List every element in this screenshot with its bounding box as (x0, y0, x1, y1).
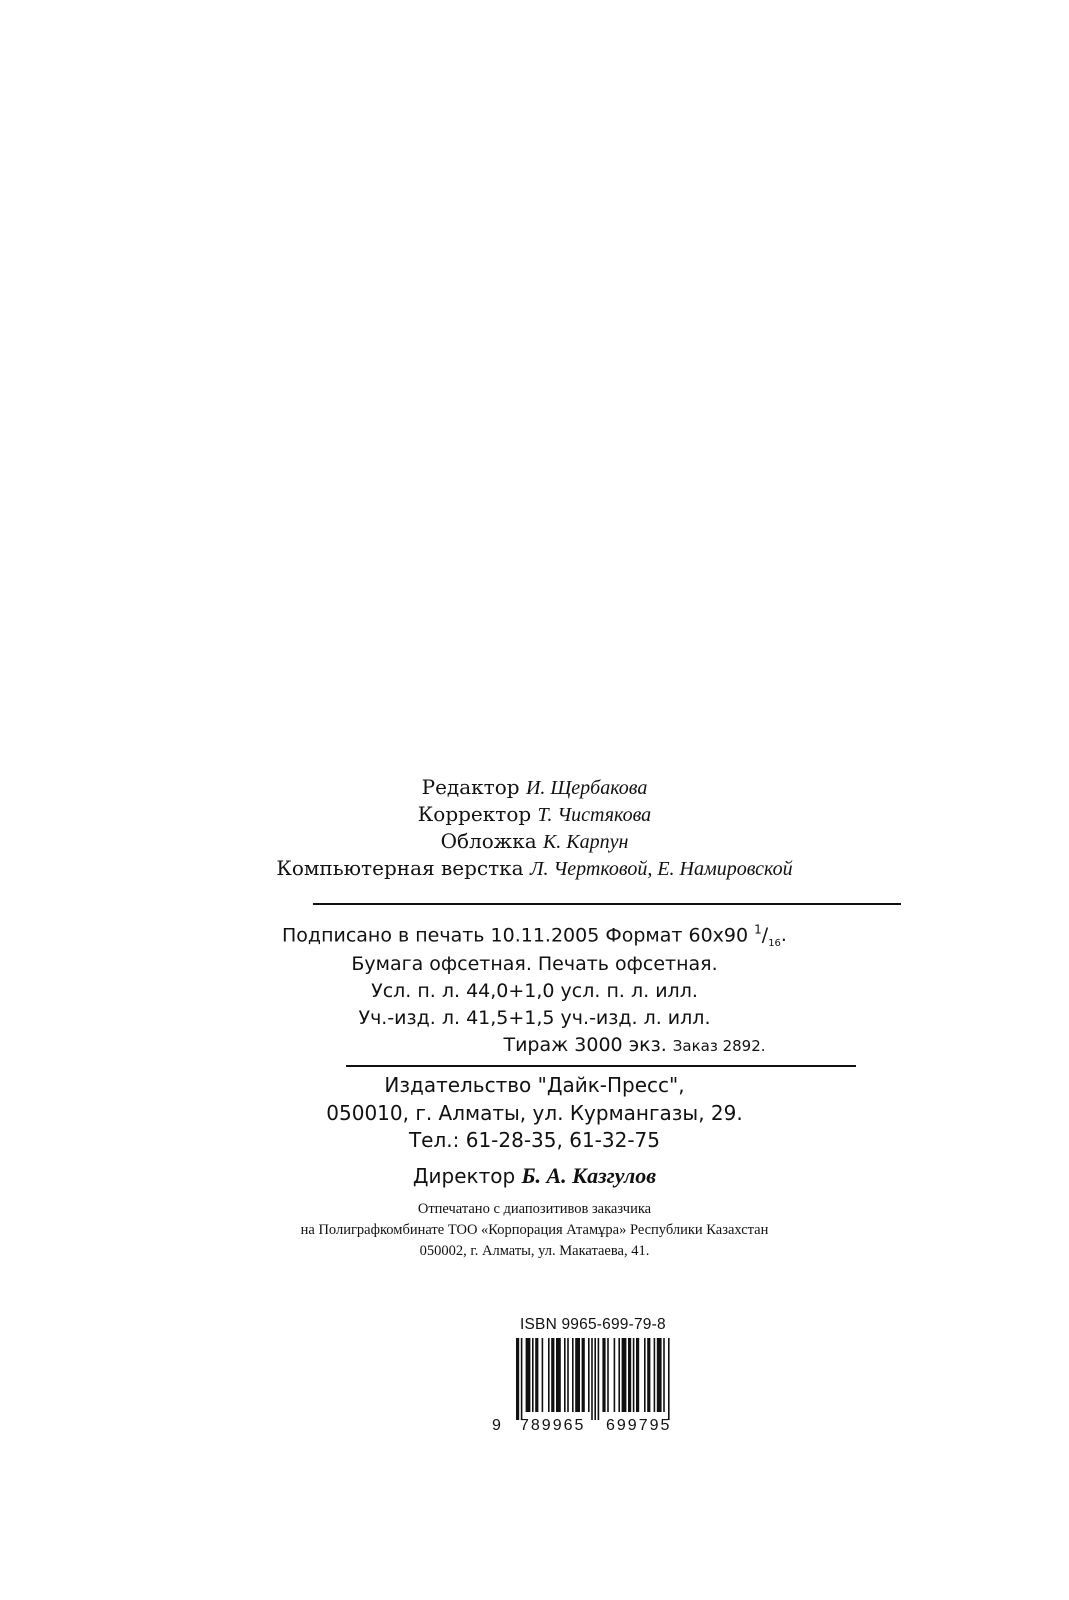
director-name: Б. А. Казгулов (521, 1163, 657, 1188)
barcode-bar (564, 1338, 566, 1412)
barcode-right-digits: 699795 (606, 1417, 672, 1433)
imprint-uch: Уч.-изд. л. 41,5+1,5 уч.-изд. л. илл. (358, 1007, 711, 1029)
credit-name: К. Карпун (543, 831, 629, 853)
credit-corrector (0, 802, 1069, 827)
credit-role: Обложка (440, 829, 537, 853)
barcode-bar (644, 1338, 646, 1412)
format-fraction: $^1/_{16}$. (754, 923, 787, 950)
barcode-bar (647, 1338, 650, 1412)
publisher-phone: Тел.: 61-28-35, 61-32-75 (408, 1128, 661, 1152)
barcode-bar (535, 1338, 538, 1412)
barcode-bar (548, 1338, 550, 1412)
imprint-usl: Усл. п. л. 44,0+1,0 усл. п. л. илл. (371, 980, 698, 1002)
publisher-address: 050010, г. Алматы, ул. Курмангазы, 29. (326, 1101, 743, 1125)
credit-role: Редактор (421, 775, 520, 799)
barcode-bar (636, 1338, 639, 1412)
imprint-signed-text: Подписано в печать 10.11.2005 Формат 60x90 (282, 924, 749, 947)
barcode-bar (654, 1338, 656, 1412)
barcode-bar (556, 1338, 561, 1412)
zakaz-text: Заказ 2892. (672, 1037, 766, 1055)
imprint-signed (0, 923, 1069, 949)
barcode-bar (607, 1338, 609, 1412)
printer-line-3: 050002, г. Алматы, ул. Макатаева, 41. (419, 1243, 650, 1259)
director-label: Директор (412, 1164, 516, 1188)
barcode-bar (532, 1338, 534, 1412)
barcode-bar (598, 1338, 600, 1420)
barcode-svg (488, 1338, 708, 1433)
barcode-first-digit: 9 (492, 1417, 501, 1433)
barcode-bar (521, 1338, 523, 1420)
credit-editor (0, 775, 1069, 800)
ekz-text: экз. (628, 1034, 667, 1056)
barcode-bar (516, 1338, 519, 1420)
credit-role: Корректор (417, 802, 532, 826)
barcode-bar (588, 1338, 590, 1412)
barcode-bar (551, 1338, 554, 1412)
imprint-paper: Бумага офсетная. Печать офсетная. (351, 953, 718, 975)
barcode-bar (663, 1338, 665, 1412)
barcode-left-digits: 789965 (520, 1417, 586, 1433)
divider-top (313, 903, 901, 905)
barcode-bar (618, 1338, 620, 1412)
credit-role: Компьютерная верстка (276, 856, 524, 880)
barcode-bar (668, 1338, 670, 1420)
credit-name: Т. Чистякова (537, 804, 652, 826)
barcode-bar (572, 1338, 574, 1412)
barcode-bar (614, 1338, 616, 1412)
isbn-label: ISBN 9965-699-79-8 (520, 1316, 666, 1333)
tirazh-text: Тираж 3000 (503, 1034, 623, 1056)
publisher-director (0, 1163, 1069, 1189)
barcode-bar (594, 1338, 596, 1420)
barcode-bar (567, 1338, 569, 1412)
barcode-bar (575, 1338, 580, 1412)
printer-line-1: Отпечатано с диапозитивов заказчика (417, 1201, 652, 1217)
barcode-bar (602, 1338, 605, 1412)
credit-name: И. Щербакова (525, 777, 648, 799)
barcode-bar (633, 1338, 635, 1412)
barcode-bar (542, 1338, 544, 1412)
credit-name: Л. Чертковой, Е. Намировской (529, 858, 793, 880)
publisher-name: Издательство "Дайк-Пресс", (384, 1073, 685, 1097)
imprint-tirazh (100, 1034, 1069, 1056)
barcode-bar (591, 1338, 593, 1420)
barcode-bar (526, 1338, 531, 1412)
barcode-bar (622, 1338, 627, 1412)
barcode-bar (582, 1338, 585, 1412)
credit-layout (0, 856, 1069, 881)
barcode-bar (657, 1338, 662, 1412)
credit-cover (0, 829, 1069, 854)
barcode-bar (628, 1338, 631, 1412)
isbn-barcode (488, 1338, 708, 1433)
divider-middle (346, 1065, 856, 1067)
printer-line-2: на Полиграфкомбинате ТОО «Корпорация Атамұра» Республики Казахстан (300, 1222, 769, 1238)
